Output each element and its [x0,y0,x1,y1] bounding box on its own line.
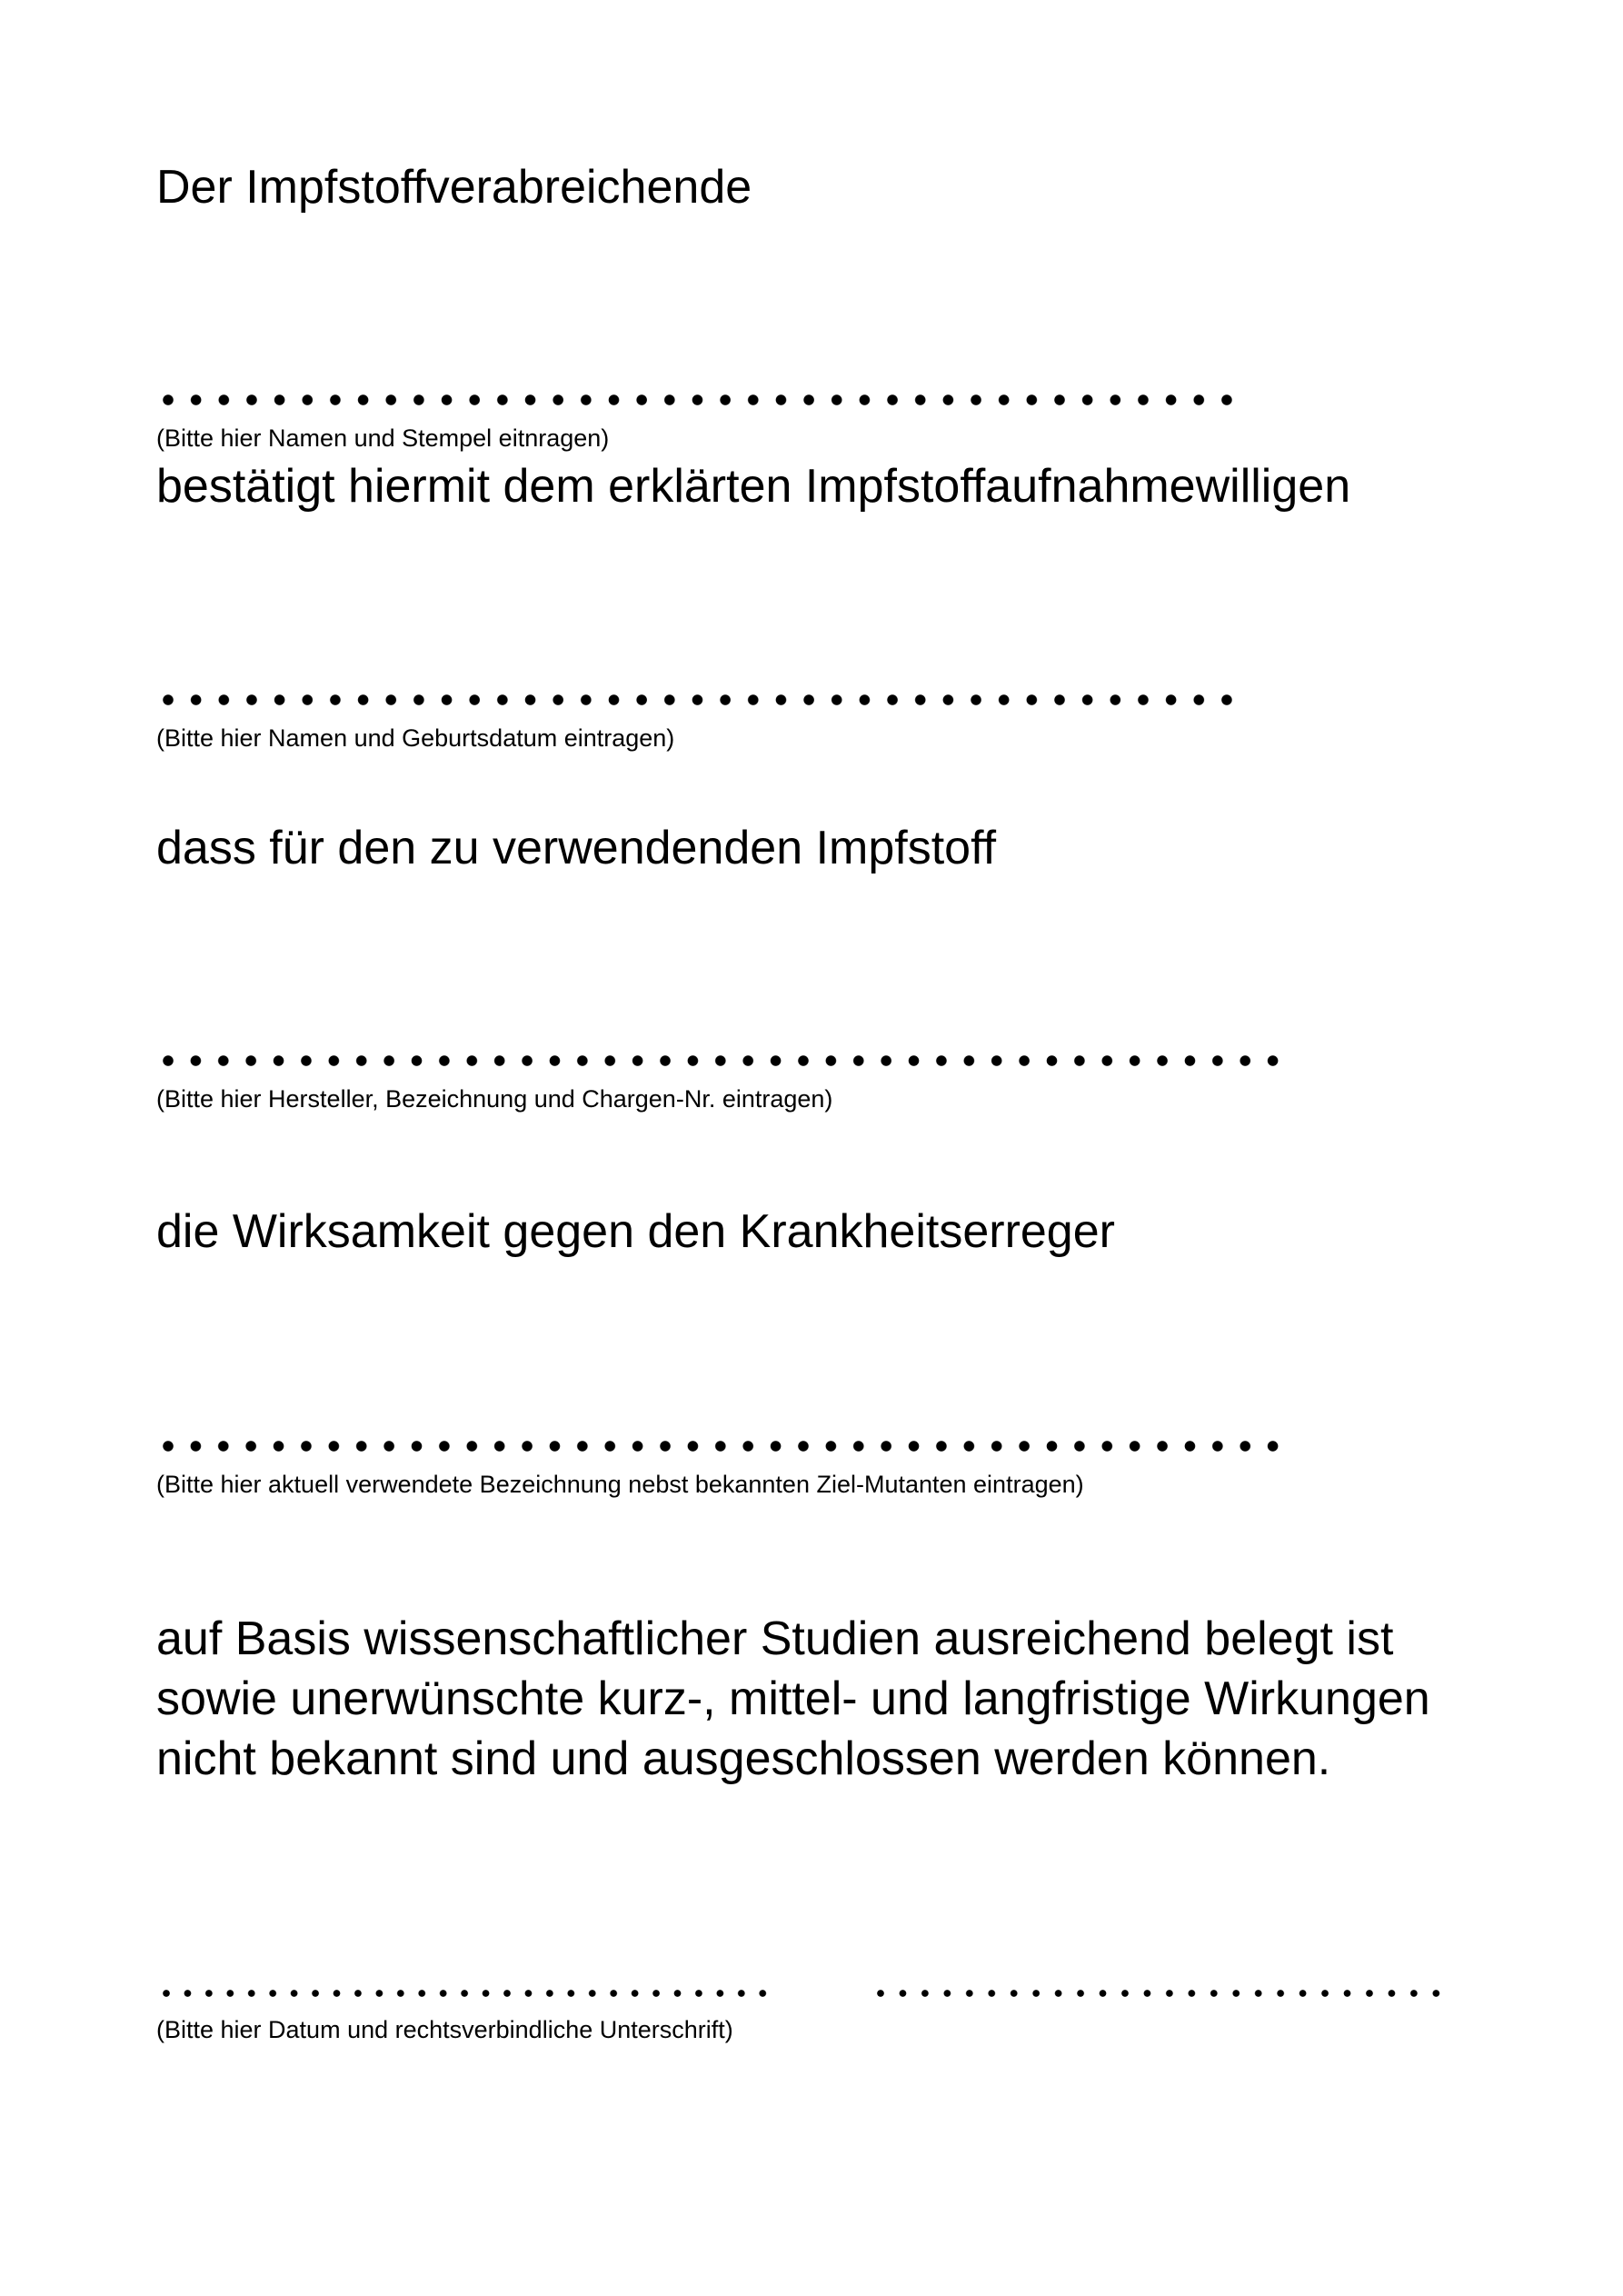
date-fill-line[interactable] [162,1989,780,1998]
statement-efficacy: die Wirksamkeit gegen den Krankheitserreger [156,1205,1115,1258]
signature-fill-line[interactable] [876,1989,1454,1998]
vaccine-hint: (Bitte hier Hersteller, Bezeichnung und Chargen-Nr. eintragen) [156,1085,833,1113]
pathogen-hint: (Bitte hier aktuell verwendete Bezeichnung nebst bekannten Ziel-Mutanten eintragen) [156,1471,1084,1498]
statement-conclusion: auf Basis wissenschaftlicher Studien ausreichend belegt ist sowie unerwünschte kurz-, mittel- und langfristige Wirkungen nicht bekannt sind und ausgeschlossen werden können. [156,1612,1430,1785]
statement-confirms: bestätigt hiermit dem erklärten Impfstoffaufnahmewilligen [156,460,1351,513]
recipient-hint: (Bitte hier Namen und Geburtsdatum eintragen) [156,724,675,752]
administrator-hint: (Bitte hier Namen und Stempel eitnragen) [156,424,610,452]
heading-administrator: Der Impfstoffverabreichende [156,161,752,214]
recipient-fill-line[interactable] [162,694,1249,706]
vaccine-fill-line[interactable] [162,1054,1294,1067]
pathogen-fill-line[interactable] [162,1440,1294,1452]
signature-hint: (Bitte hier Datum und rechtsverbindliche Unterschrift) [156,2016,733,2043]
administrator-fill-line[interactable] [162,394,1249,406]
statement-vaccine: dass für den zu verwendenden Impfstoff [156,822,997,874]
